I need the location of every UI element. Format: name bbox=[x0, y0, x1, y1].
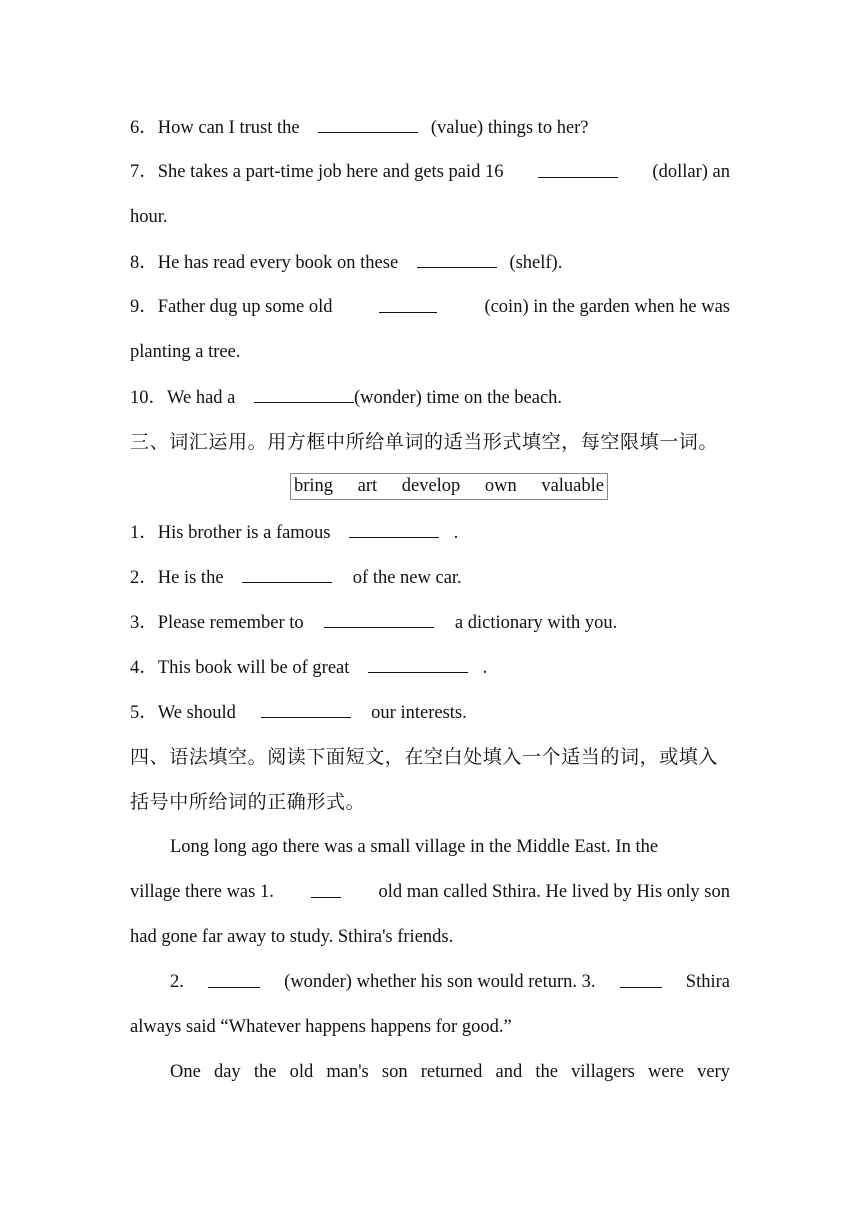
question-9 bbox=[130, 295, 730, 319]
question-number: 7． bbox=[130, 162, 158, 182]
passage-word: man's bbox=[326, 1062, 369, 1082]
question-text: a dictionary with you. bbox=[454, 613, 618, 633]
passage-line bbox=[170, 970, 730, 994]
question-10 bbox=[130, 385, 730, 410]
passage-word: the bbox=[253, 1062, 277, 1082]
question-text: How can I trust the bbox=[157, 118, 300, 138]
passage-text: Sthira bbox=[685, 972, 730, 992]
question-text: His brother is a famous bbox=[157, 523, 331, 543]
answer-blank[interactable] bbox=[368, 655, 468, 673]
vocab-question-4 bbox=[130, 655, 730, 680]
question-text: (wonder) time on the beach. bbox=[354, 388, 563, 408]
question-text: . bbox=[453, 523, 459, 543]
question-number: 2． bbox=[130, 568, 158, 588]
answer-blank[interactable] bbox=[538, 160, 618, 178]
question-text: Please remember to bbox=[157, 613, 304, 633]
question-7 bbox=[130, 160, 730, 184]
passage-word: and bbox=[495, 1062, 523, 1082]
question-text: This book will be of great bbox=[157, 658, 350, 678]
answer-blank-2[interactable] bbox=[208, 970, 260, 988]
passage-word: the bbox=[535, 1062, 558, 1082]
answer-blank[interactable] bbox=[417, 250, 497, 268]
question-number: 9． bbox=[130, 297, 158, 317]
question-text: (shelf). bbox=[509, 253, 563, 273]
passage-line bbox=[130, 880, 730, 904]
passage-word: One bbox=[170, 1062, 201, 1082]
passage-text: always said “Whatever happens happens for good.” bbox=[130, 1017, 512, 1037]
passage-text: village there was 1. bbox=[130, 882, 274, 902]
passage-word: very bbox=[697, 1062, 730, 1082]
passage-line bbox=[170, 1060, 730, 1084]
answer-blank[interactable] bbox=[379, 295, 437, 313]
passage-text: 2. bbox=[170, 972, 184, 992]
section-heading: 三、词汇运用。用方框中所给单词的适当形式填空，每空限填一词。 bbox=[130, 431, 719, 453]
question-text: She takes a part-time job here and gets paid 16 bbox=[157, 162, 504, 182]
passage-word: were bbox=[647, 1062, 684, 1082]
question-8 bbox=[130, 250, 730, 275]
question-number: 5． bbox=[130, 703, 158, 723]
question-number: 3． bbox=[130, 613, 158, 633]
passage-text: Long long ago there was a small village in the Middle East. In the bbox=[170, 837, 659, 857]
question-text: hour. bbox=[130, 207, 168, 227]
answer-blank[interactable] bbox=[349, 520, 439, 538]
passage-text: (wonder) whether his son would return. 3. bbox=[284, 972, 596, 992]
question-number: 8． bbox=[130, 253, 158, 273]
word-bank-item: develop bbox=[401, 476, 461, 496]
vocab-question-2 bbox=[130, 565, 730, 590]
question-text: He has read every book on these bbox=[157, 253, 399, 273]
passage-text: old man called Sthira. He lived by His only son bbox=[378, 882, 730, 902]
answer-blank-1[interactable] bbox=[311, 880, 341, 898]
question-text: planting a tree. bbox=[130, 342, 241, 362]
question-text: He is the bbox=[157, 568, 224, 588]
question-text: We should bbox=[157, 703, 236, 723]
passage-word: old bbox=[289, 1062, 314, 1082]
question-text: (dollar) an bbox=[652, 162, 730, 182]
question-text: Father dug up some old bbox=[157, 297, 333, 317]
section-heading: 括号中所给词的正确形式。 bbox=[130, 791, 366, 813]
vocab-question-1 bbox=[130, 520, 730, 545]
word-bank-item: valuable bbox=[541, 476, 604, 496]
passage-word: day bbox=[213, 1062, 241, 1082]
question-6 bbox=[130, 115, 730, 140]
section-heading: 四、语法填空。阅读下面短文，在空白处填入一个适当的词，或填入 bbox=[130, 746, 719, 768]
answer-blank[interactable] bbox=[318, 115, 418, 133]
answer-blank[interactable] bbox=[254, 385, 354, 403]
question-number: 6． bbox=[130, 118, 158, 138]
word-bank-box bbox=[290, 473, 608, 500]
question-text: our interests. bbox=[371, 703, 467, 723]
passage-word: villagers bbox=[571, 1062, 635, 1082]
word-bank-item: bring bbox=[294, 476, 334, 496]
question-text: . bbox=[482, 658, 488, 678]
passage-text: had gone far away to study. Sthira's friends. bbox=[130, 927, 454, 947]
passage-word: returned bbox=[420, 1062, 483, 1082]
answer-blank-3[interactable] bbox=[620, 970, 662, 988]
question-text: (value) things to her? bbox=[430, 118, 589, 138]
question-number: 1． bbox=[130, 523, 158, 543]
vocab-question-3 bbox=[130, 610, 730, 635]
question-text: of the new car. bbox=[352, 568, 462, 588]
passage-word: son bbox=[381, 1062, 408, 1082]
answer-blank[interactable] bbox=[242, 565, 332, 583]
answer-blank[interactable] bbox=[324, 610, 434, 628]
question-number: 4． bbox=[130, 658, 158, 678]
word-bank-item: art bbox=[357, 476, 378, 496]
answer-blank[interactable] bbox=[261, 700, 351, 718]
word-bank-item: own bbox=[484, 476, 517, 496]
question-number: 10． bbox=[130, 388, 168, 408]
vocab-question-5 bbox=[130, 700, 730, 725]
question-text: (coin) in the garden when he was bbox=[484, 297, 730, 317]
question-text: We had a bbox=[167, 388, 236, 408]
